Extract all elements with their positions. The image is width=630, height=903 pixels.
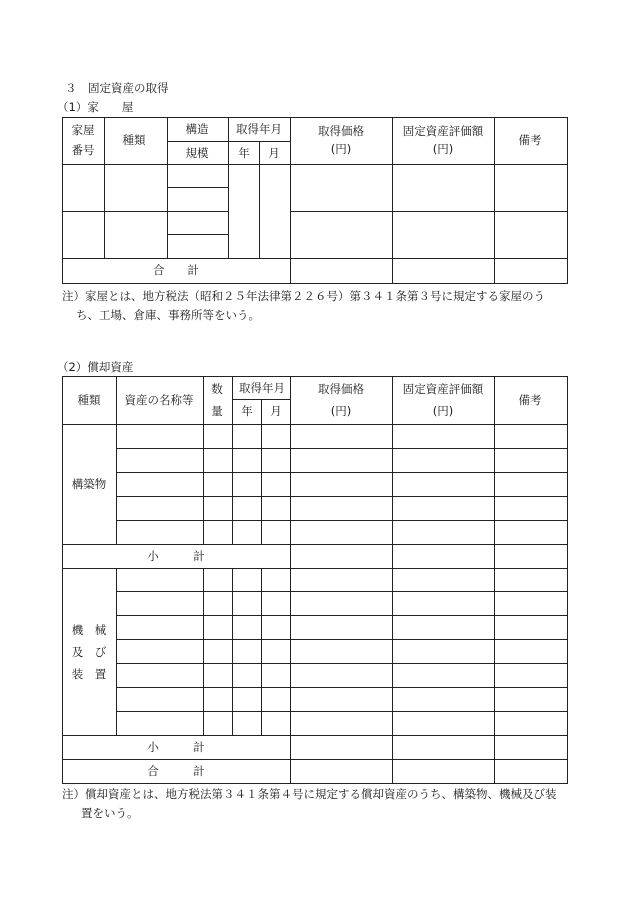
header-remarks: 備考: [518, 393, 542, 407]
header-acq-date: 取得年月: [236, 122, 282, 136]
table-rule: [203, 424, 204, 545]
table-rule: [232, 568, 233, 736]
depreciable-note-line2: 置をいう。: [81, 806, 139, 820]
table-rule: [116, 520, 568, 521]
header-price: 取得価格 (円): [318, 124, 364, 156]
header-house-number: 家屋 番号: [71, 123, 95, 157]
table-rule: [494, 258, 495, 284]
depreciable-note-line1: 注）償却資産とは、地方税法第３４１条第４号に規定する償却資産のうち、構築物、機械及び装: [62, 787, 557, 801]
table-rule: [62, 117, 63, 284]
table-rule: [62, 568, 568, 569]
table-rule: [494, 117, 495, 259]
table-rule: [116, 496, 568, 497]
header-month: 月: [268, 146, 280, 160]
table-rule: [167, 211, 229, 212]
table-rule: [203, 376, 204, 425]
group-structures-label: 構築物: [71, 477, 107, 491]
houses-note-line1: 注）家屋とは、地方税法（昭和２５年法律第２２６号）第３４１条第３号に規定する家屋のう: [62, 289, 545, 303]
header-remarks: 備考: [518, 133, 542, 147]
header-eval: 固定資産評価額 (円): [402, 124, 484, 156]
header-year: 年: [241, 404, 253, 418]
houses-note-line2: ち、工場、倉庫、事務所等をいう。: [76, 308, 260, 322]
table-rule: [392, 117, 393, 259]
table-rule: [167, 234, 229, 235]
section-title: ３ 固定資産の取得: [65, 81, 169, 95]
header-kind: 種類: [122, 133, 146, 147]
table-rule: [261, 399, 262, 425]
table-rule: [567, 376, 568, 784]
header-acq-date: 取得年月: [239, 381, 285, 395]
table-rule: [116, 448, 568, 449]
depreciable-total-label: 合 計: [147, 764, 205, 778]
table-rule: [62, 117, 568, 118]
table-rule: [167, 141, 291, 142]
table-rule: [62, 735, 568, 736]
table-rule: [62, 376, 63, 784]
table-rule: [392, 376, 393, 784]
header-kind: 種類: [77, 393, 101, 407]
table-rule: [228, 117, 229, 259]
houses-total-label: 合 計: [153, 263, 199, 277]
table-rule: [62, 783, 568, 784]
header-month: 月: [270, 404, 282, 418]
table-rule: [392, 258, 393, 284]
table-rule: [62, 283, 568, 284]
table-rule: [116, 639, 568, 640]
subtotal-label-1: 小 計: [147, 549, 205, 563]
table-rule: [232, 424, 233, 545]
header-asset-name: 資産の名称等: [124, 393, 194, 407]
table-rule: [290, 211, 568, 212]
depreciable-subtitle: （2）償却資産: [57, 360, 134, 374]
table-rule: [116, 711, 568, 712]
table-rule: [104, 117, 105, 259]
header-price: 取得価格 (円): [318, 382, 364, 418]
table-rule: [261, 568, 262, 736]
table-rule: [167, 117, 168, 259]
table-rule: [167, 187, 229, 188]
table-rule: [62, 164, 568, 165]
subtotal-label-2: 小 計: [147, 740, 205, 754]
table-rule: [116, 472, 568, 473]
table-rule: [494, 376, 495, 784]
table-rule: [261, 424, 262, 545]
houses-subtitle: （1）家 屋: [57, 100, 134, 114]
table-rule: [116, 615, 568, 616]
table-rule: [116, 687, 568, 688]
header-scale: 規模: [185, 146, 209, 160]
table-rule: [62, 759, 568, 760]
table-rule: [290, 376, 291, 784]
table-rule: [116, 376, 117, 425]
table-rule: [62, 376, 568, 377]
table-rule: [62, 211, 168, 212]
table-rule: [116, 424, 117, 545]
table-rule: [203, 568, 204, 736]
table-rule: [62, 544, 568, 545]
table-rule: [116, 663, 568, 664]
header-structure: 構造: [185, 122, 209, 136]
table-rule: [259, 141, 260, 259]
header-year: 年: [238, 146, 250, 160]
table-rule: [62, 258, 568, 259]
table-rule: [290, 258, 291, 284]
header-quantity: 数 量: [211, 382, 223, 418]
table-rule: [116, 591, 568, 592]
table-rule: [567, 117, 568, 284]
table-rule: [116, 568, 117, 736]
table-rule: [232, 376, 233, 425]
table-rule: [62, 424, 568, 425]
header-eval: 固定資産評価額 (円): [402, 382, 484, 418]
table-rule: [290, 117, 291, 259]
group-machinery-label: 機 械 及 び 装 置: [71, 623, 107, 681]
